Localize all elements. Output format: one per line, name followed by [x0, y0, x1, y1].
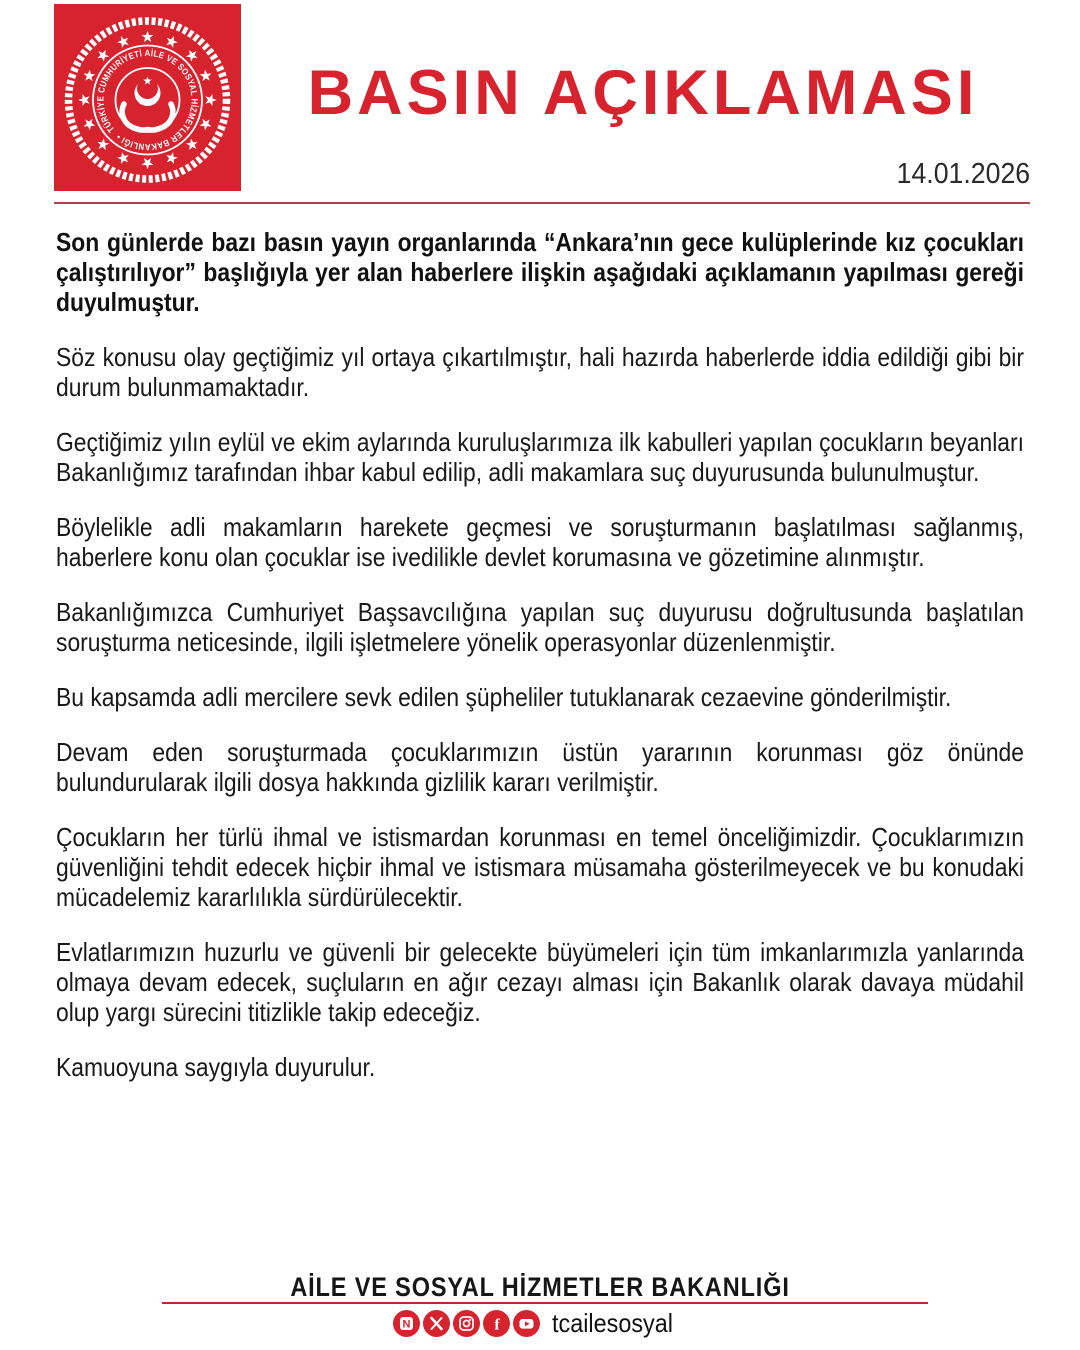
paragraph-6: Bu kapsamda adli mercilere sevk edilen şüpheliler tutuklanarak cezaevine gönderilmiştir. — [56, 682, 952, 712]
paragraph-3: Geçtiğimiz yılın eylül ve ekim aylarında kuruluşlarımıza ilk kabulleri yapılan çocukların beyanları Bakanlığımız tarafından ihbar kabul edilip, adli makamlara suç duyurusunda bulunulmuştur. — [56, 427, 1024, 487]
closing-paragraph: Kamuoyuna saygıyla duyurulur. — [56, 1052, 376, 1082]
paragraph-4: Böylelikle adli makamların harekete geçmesi ve soruşturmanın başlatılması sağlanmış, haberlere konu olan çocuklar ise ivedilikle devlet korumasına ve gözetimine alınmıştır. — [56, 512, 1024, 572]
paragraph-9: Evlatlarımızın huzurlu ve güvenli bir gelecekte büyümeleri için tüm imkanlarımızla yanlarında olmaya devam edecek, suçluların en ağır cezayı alması için Bakanlık olarak davaya müdahil olup yargı sürecini titizlikle takip edeceğiz. — [56, 937, 1024, 1027]
x-icon[interactable] — [423, 1310, 450, 1337]
youtube-icon[interactable] — [513, 1310, 540, 1337]
ministry-name: AİLE VE SOSYAL HİZMETLER BAKANLIĞI — [290, 1272, 790, 1302]
social-handle: tcailesosyal — [552, 1308, 674, 1338]
header-divider — [54, 202, 1030, 204]
nsosyal-icon[interactable] — [393, 1310, 420, 1337]
svg-text:f: f — [494, 1316, 500, 1334]
social-row — [0, 1308, 1080, 1339]
ministry-logo — [54, 4, 241, 191]
svg-text:N: N — [402, 1318, 411, 1331]
instagram-icon[interactable] — [453, 1310, 480, 1337]
facebook-icon[interactable] — [483, 1310, 510, 1337]
handle-wrap — [552, 1308, 686, 1339]
date: 14.01.2026 — [896, 158, 1030, 190]
ministry-row — [0, 1272, 1080, 1303]
page-title: BASIN AÇIKLAMASI — [307, 58, 979, 128]
date-wrap — [885, 158, 1030, 191]
press-release-body — [56, 227, 1024, 1107]
footer-divider — [162, 1302, 928, 1304]
svg-text:TÜRKİYE CUMHURİYETİ AİLE VE SO: TÜRKİYE CUMHURİYETİ AİLE VE SOSYAL HİZMETLER BAKANLIĞI • — [95, 47, 200, 153]
paragraph-7: Devam eden soruşturmada çocuklarımızın üstün yararının korunması göz önünde bulundurularak ilgili dosya hakkında gizlilik kararı verilmiştir. — [56, 737, 1024, 797]
ministry-seal — [54, 4, 241, 191]
paragraph-2: Söz konusu olay geçtiğimiz yıl ortaya çıkartılmıştır, hali hazırda haberlerde iddia edildiği gibi bir durum bulunmamaktadır. — [56, 342, 1024, 402]
paragraph-8: Çocukların her türlü ihmal ve istismardan korunması en temel önceliğimizdir. Çocuklarımızın güvenliğini tehdit edecek hiçbir ihmal ve istismara müsamaha gösterilmeyecek ve bu konudaki mücadelemiz kararlılıkla sürdürülecektir. — [56, 822, 1024, 912]
paragraph-5: Bakanlığımızca Cumhuriyet Başsavcılığına yapılan suç duyurusu doğrultusunda başlatılan soruşturma neticesinde, ilgili işletmelere yönelik operasyonlar düzenlenmiştir. — [56, 597, 1024, 657]
lead-paragraph: Son günlerde bazı basın yayın organlarında “Ankara’nın gece kulüplerinde kız çocukları çalıştırılıyor” başlığıyla yer alan haberlere ilişkin aşağıdaki açıklamanın yapılması gereği duyulmuştur. — [56, 227, 1024, 317]
